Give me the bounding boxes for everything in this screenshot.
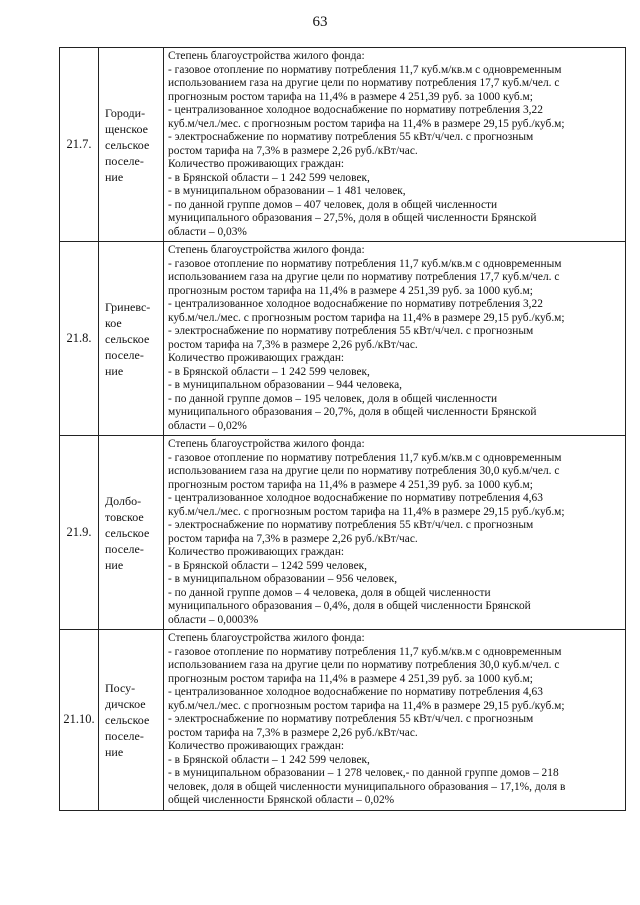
settlement-name-line: поселе- [105, 541, 144, 556]
description-line: муниципального образования – 20,7%, доля в общей численности Брянской [168, 406, 537, 418]
description-line: области – 0,02% [168, 419, 247, 432]
settlement-name-line: ние [105, 169, 124, 184]
description-line: человек, доля в общей численности муниципального образования – 17,1%, доля в [168, 780, 566, 793]
description-line: использованием газа на другие цели по нормативу потребления 30,0 куб.м/чел. с [168, 659, 560, 671]
description-line: - в муниципальном образовании – 956 человек, [168, 573, 398, 585]
description-line: муниципального образования – 27,5%, доля в общей численности Брянской [168, 212, 537, 224]
description-line: ростом тарифа на 7,3% в размере 2,26 руб./кВт/час. [168, 532, 418, 545]
description-cell [164, 242, 626, 436]
settlement-name-line: ние [105, 557, 124, 572]
description-line: использованием газа на другие цели по нормативу потребления 30,0 куб.м/чел. с [168, 465, 560, 477]
description-line: - централизованное холодное водоснабжение по нормативу потребления 3,22 [168, 298, 543, 310]
table-row [60, 436, 626, 630]
row-number: 21.7. [60, 48, 99, 242]
row-number: 21.9. [60, 436, 99, 630]
settlement-name-line: щенское [105, 121, 149, 136]
description-line: - централизованное холодное водоснабжение по нормативу потребления 3,22 [168, 104, 543, 116]
settlement-name [99, 48, 164, 242]
settlement-name-line: дичское [105, 696, 146, 711]
description-line: Количество проживающих граждан: [168, 352, 345, 364]
settlement-name-line: кое [105, 315, 122, 330]
description-line: - в муниципальном образовании – 1 278 человек,- по данной группе домов – 218 [168, 767, 559, 779]
description-line: Количество проживающих граждан: [168, 546, 345, 558]
description-line: - в Брянской области – 1 242 599 человек, [168, 753, 370, 766]
description-line: - по данной группе домов – 407 человек, доля в общей численности [168, 198, 498, 211]
description-cell [164, 436, 626, 630]
description-line: куб.м/чел./мес. с прогнозным ростом тарифа на 11,4% в размере 29,15 руб./куб.м; [168, 117, 565, 130]
description-line: - газовое отопление по нормативу потребления 11,7 куб.м/кв.м с одновременным [168, 451, 562, 464]
description-line: куб.м/чел./мес. с прогнозным ростом тарифа на 11,4% в размере 29,15 руб./куб.м; [168, 505, 565, 518]
settlement-name-line: поселе- [105, 728, 144, 743]
description-line: области – 0,0003% [168, 613, 259, 626]
description-line: куб.м/чел./мес. с прогнозным ростом тарифа на 11,4% в размере 29,15 руб./куб.м; [168, 311, 565, 324]
settlement-name-line: сельское [105, 331, 150, 346]
settlement-name [99, 630, 164, 811]
settlement-name-line: сельское [105, 712, 150, 727]
settlement-name-line: ние [105, 363, 124, 378]
settlement-name [99, 436, 164, 630]
description-line: - электроснабжение по нормативу потребления 55 кВт/ч/чел. с прогнозным [168, 131, 534, 143]
description-line: - по данной группе домов – 195 человек, доля в общей численности [168, 392, 498, 405]
description-line: - электроснабжение по нормативу потребления 55 кВт/ч/чел. с прогнозным [168, 325, 534, 337]
description-cell [164, 630, 626, 811]
description-line: прогнозным ростом тарифа на 11,4% в размере 4 251,39 руб. за 1000 куб.м; [168, 672, 533, 685]
description-line: куб.м/чел./мес. с прогнозным ростом тарифа на 11,4% в размере 29,15 руб./куб.м; [168, 699, 565, 712]
settlement-name [99, 242, 164, 436]
description-line: - электроснабжение по нормативу потребления 55 кВт/ч/чел. с прогнозным [168, 713, 534, 725]
description-line: - в муниципальном образовании – 1 481 человек, [168, 185, 406, 197]
description-line: Количество проживающих граждан: [168, 740, 345, 752]
description-cell [164, 48, 626, 242]
settlement-name-line: сельское [105, 525, 150, 540]
description-line: - по данной группе домов – 4 человека, доля в общей численности [168, 586, 491, 599]
settlement-name-line: Долбо- [105, 493, 142, 508]
description-line: Степень благоустройства жилого фонда: [168, 50, 365, 62]
description-line: прогнозным ростом тарифа на 11,4% в размере 4 251,39 руб. за 1000 куб.м; [168, 284, 533, 297]
table-row [60, 242, 626, 436]
settlement-name-line: ние [105, 744, 124, 759]
description-line: прогнозным ростом тарифа на 11,4% в размере 4 251,39 руб. за 1000 куб.м; [168, 478, 533, 491]
row-number: 21.8. [60, 242, 99, 436]
description-line: - в муниципальном образовании – 944 человека, [168, 379, 402, 391]
description-line: - в Брянской области – 1242 599 человек, [168, 559, 368, 572]
description-line: муниципального образования – 0,4%, доля в общей численности Брянской [168, 600, 531, 612]
settlement-name-line: товское [105, 509, 144, 524]
settlement-name-line: Гриневс- [105, 299, 151, 314]
description-line: - газовое отопление по нормативу потребления 11,7 куб.м/кв.м с одновременным [168, 63, 562, 76]
description-line: Степень благоустройства жилого фонда: [168, 244, 365, 256]
description-line: области – 0,03% [168, 225, 247, 238]
page-number: 63 [312, 14, 328, 30]
description-line: ростом тарифа на 7,3% в размере 2,26 руб./кВт/час. [168, 338, 418, 351]
description-line: Степень благоустройства жилого фонда: [168, 632, 365, 644]
description-line: - централизованное холодное водоснабжение по нормативу потребления 4,63 [168, 686, 543, 698]
settlement-name-line: сельское [105, 137, 150, 152]
settlement-name-line: поселе- [105, 153, 144, 168]
settlement-name-line: Посу- [105, 680, 136, 695]
table-row [60, 48, 626, 242]
description-line: ростом тарифа на 7,3% в размере 2,26 руб./кВт/час. [168, 726, 418, 739]
description-line: прогнозным ростом тарифа на 11,4% в размере 4 251,39 руб. за 1000 куб.м; [168, 90, 533, 103]
description-line: Степень благоустройства жилого фонда: [168, 438, 365, 450]
housing-table [59, 47, 626, 811]
description-line: - электроснабжение по нормативу потребления 55 кВт/ч/чел. с прогнозным [168, 519, 534, 531]
settlement-name-line: Городи- [105, 105, 146, 120]
description-line: ростом тарифа на 7,3% в размере 2,26 руб./кВт/час. [168, 144, 418, 157]
description-line: - газовое отопление по нормативу потребления 11,7 куб.м/кв.м с одновременным [168, 645, 562, 658]
settlement-name-line: поселе- [105, 347, 144, 362]
description-line: Количество проживающих граждан: [168, 158, 345, 170]
description-line: - газовое отопление по нормативу потребления 11,7 куб.м/кв.м с одновременным [168, 257, 562, 270]
description-line: использованием газа на другие цели по нормативу потребления 17,7 куб.м/чел. с [168, 271, 560, 283]
table-row [60, 630, 626, 811]
description-line: - в Брянской области – 1 242 599 человек, [168, 365, 370, 378]
row-number: 21.10. [60, 630, 99, 811]
description-line: общей численности Брянской области – 0,02% [168, 794, 395, 806]
description-line: - в Брянской области – 1 242 599 человек, [168, 171, 370, 184]
description-line: - централизованное холодное водоснабжение по нормативу потребления 4,63 [168, 492, 543, 504]
description-line: использованием газа на другие цели по нормативу потребления 17,7 куб.м/чел. с [168, 77, 560, 89]
